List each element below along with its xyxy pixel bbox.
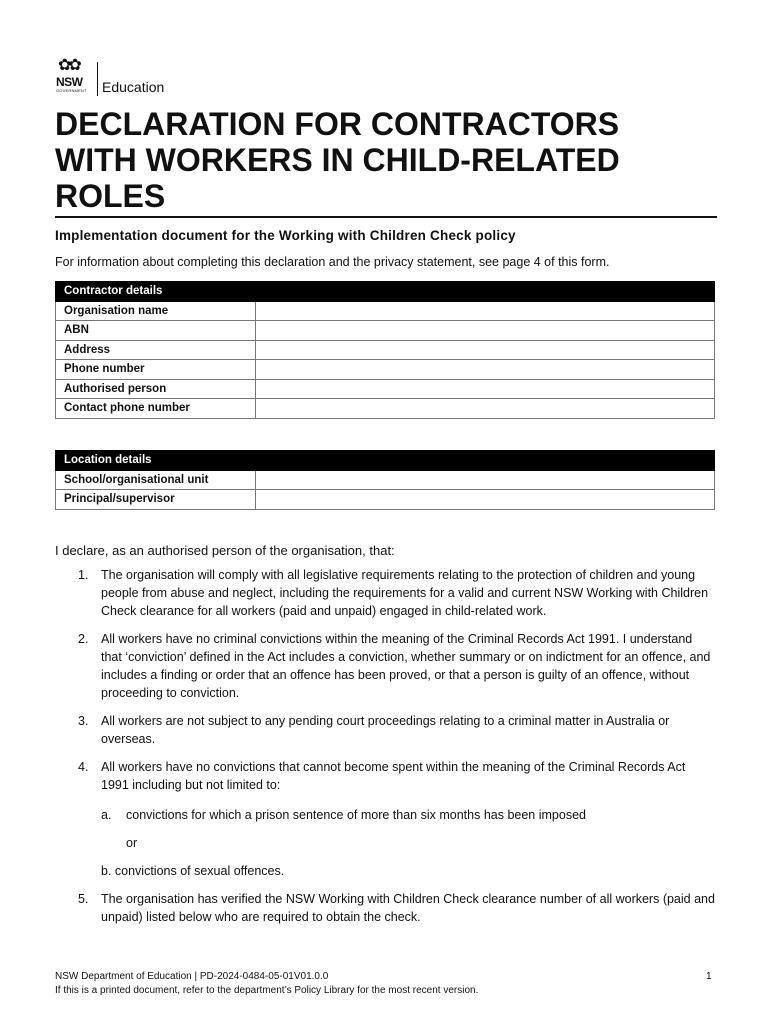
table-header-row [56, 282, 715, 302]
list-item [55, 890, 715, 926]
contractor-details-table [55, 281, 715, 419]
item-number: 2. [78, 632, 89, 646]
organisation-name-label: Organisation name [56, 301, 256, 321]
table-row [56, 321, 715, 341]
principal-supervisor-label: Principal/supervisor [56, 490, 256, 510]
item-text: The organisation will comply with all legislative requirements relating to the protection of children and young people from abuse and neglect, including the requirements for a valid and current NSW Working with Children Check clearance for all workers (paid and unpaid) engaged in child-related work. [101, 568, 709, 618]
table-row [56, 360, 715, 380]
declaration-intro: I declare, as an authorised person of the organisation, that: [55, 543, 395, 558]
table-row [56, 399, 715, 419]
footer-printed-note: If this is a printed document, refer to the department’s Policy Library for the most recent version. [55, 985, 479, 996]
sub-item-text: convictions for which a prison sentence of more than six months has been imposed [126, 808, 586, 822]
school-unit-field[interactable] [256, 470, 715, 490]
contact-phone-label: Contact phone number [56, 399, 256, 419]
nsw-education-logo [55, 58, 164, 96]
sub-item-a [101, 806, 715, 824]
authorised-person-label: Authorised person [56, 379, 256, 399]
address-field[interactable] [256, 340, 715, 360]
abn-field[interactable] [256, 321, 715, 341]
logo-nsw-text: NSW [56, 75, 83, 89]
item-number: 1. [78, 568, 89, 582]
phone-number-label: Phone number [56, 360, 256, 380]
table-row [56, 379, 715, 399]
list-item [55, 712, 715, 748]
document-subtitle: Implementation document for the Working with Children Check policy [55, 228, 516, 243]
list-item [55, 630, 715, 702]
contractor-details-heading: Contractor details [56, 282, 256, 302]
table-header-row [56, 451, 715, 471]
school-unit-label: School/organisational unit [56, 470, 256, 490]
location-details-heading: Location details [56, 451, 256, 471]
item-text: The organisation has verified the NSW Working with Children Check clearance number of all workers (paid and unpaid) listed below who are required to obtain the check. [101, 892, 715, 924]
table-row [56, 301, 715, 321]
footer-document-id: NSW Department of Education | PD-2024-0484-05-01V01.0.0 [55, 971, 329, 982]
location-details-table [55, 450, 715, 510]
item-number: 5. [78, 892, 89, 906]
logo-divider [97, 62, 98, 96]
list-item [55, 566, 715, 620]
abn-label: ABN [56, 321, 256, 341]
address-label: Address [56, 340, 256, 360]
document-title: DECLARATION FOR CONTRACTORS WITH WORKERS IN CHILD-RELATED ROLES [55, 106, 620, 214]
authorised-person-field[interactable] [256, 379, 715, 399]
table-row [56, 340, 715, 360]
page-number: 1 [706, 971, 712, 982]
list-item [55, 758, 715, 880]
or-text: or [126, 836, 138, 850]
logo-government-text: GOVERNMENT [56, 88, 87, 93]
table-row [56, 490, 715, 510]
item-text: All workers have no convictions that cannot become spent within the meaning of the Criminal Records Act 1991 including but not limited to: [101, 760, 686, 792]
phone-number-field[interactable] [256, 360, 715, 380]
intro-text: For information about completing this declaration and the privacy statement, see page 4 of this form. [55, 255, 610, 269]
principal-supervisor-field[interactable] [256, 490, 715, 510]
item-text: All workers are not subject to any pending court proceedings relating to a criminal matter in Australia or overseas. [101, 714, 670, 746]
contact-phone-field[interactable] [256, 399, 715, 419]
item-text: All workers have no criminal convictions within the meaning of the Criminal Records Act 1991. I understand that ‘conviction’ defined in the Act includes a conviction, whether summary or on indictment for an offence, and includes a finding or order that an offence has been proved, or that a person is guilty of an offence, without proceeding to conviction. [101, 632, 711, 700]
item-number: 3. [78, 714, 89, 728]
organisation-name-field[interactable] [256, 301, 715, 321]
logo-education-text: Education [102, 79, 165, 95]
declaration-list [55, 566, 715, 936]
title-rule [55, 216, 717, 218]
table-row [56, 470, 715, 490]
sub-item-b: b. convictions of sexual offences. [101, 864, 285, 878]
item-number: 4. [78, 760, 89, 774]
waratah-logo-icon: ✿✿ NSW GOVERNMENT [56, 57, 87, 93]
sub-item-letter: a. [101, 808, 112, 822]
